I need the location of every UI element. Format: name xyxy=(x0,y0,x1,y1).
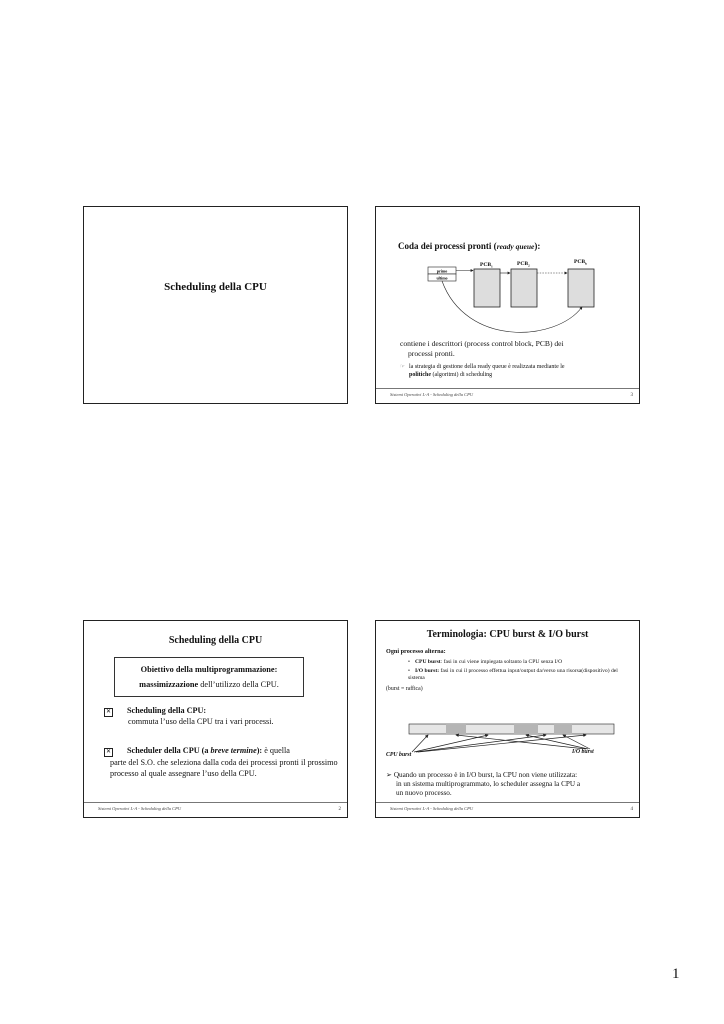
slide-subtitle: Ogni processo alterna: xyxy=(386,648,446,655)
bullet-body: parte del S.O. che seleziona dalla coda dei processi pronti il prossimo processo al quale assegnare l’uso della CPU. xyxy=(110,758,338,778)
ultimo-label: ultimo xyxy=(436,275,448,281)
primo-label: primo xyxy=(436,268,448,274)
bullet-item: • I/O burst: fasi in cui il processo effettua input/output da/verso una risorsa(dispositivo) del sistema xyxy=(408,668,618,681)
checkbox-x-icon: ✕ xyxy=(105,749,112,755)
io-segment xyxy=(554,724,572,734)
objective-box: Obiettivo della multiprogrammazione: massimizzazione dell’utilizzo della CPU. xyxy=(114,657,304,697)
slide-1 xyxy=(83,206,348,404)
slide-2 xyxy=(83,620,348,818)
slide-title: Scheduling della CPU xyxy=(164,281,267,293)
pcb-k-label: $PCB_k$ xyxy=(574,259,587,266)
pcb-2-box xyxy=(511,269,537,307)
pcb-2-label: $PCB_2$ xyxy=(517,261,530,268)
pcb-1-box xyxy=(474,269,500,307)
slide-title: Coda dei processi pronti (ready queue): xyxy=(398,241,541,251)
slide-number: 2 xyxy=(338,807,341,812)
arrow-bullet-icon: ➢ xyxy=(386,771,394,779)
slide-title: Scheduling della CPU xyxy=(168,635,263,646)
slide-sub-bullet: ☞ la strategia di gestione della ready queue è realizzata mediante le politiche (algoritmi) di scheduling xyxy=(400,364,565,378)
slide-footer: Sistemi Operativi L-A - Scheduling della CPU xyxy=(390,392,474,397)
bullet-item: • CPU burst: fasi in cui viene impiegata soltanto la CPU senza I/O xyxy=(408,659,563,665)
io-segment xyxy=(446,724,466,734)
slide-title: Terminologia: CPU burst & I/O burst xyxy=(426,629,589,640)
page-number: 1 xyxy=(672,966,680,982)
slide-body: contiene i descrittori (process control block, PCB) dei processi pronti. xyxy=(400,339,564,358)
slide-note: ➢ Quando un processo è in I/O burst, la CPU non viene utilizzata: in un sistema multiprogrammato, lo scheduler assegna la CPU a un nuovo processo. xyxy=(386,771,581,797)
slide-number: 3 xyxy=(630,393,633,398)
bullet-body: commuta l’uso della CPU tra i vari processi. xyxy=(128,717,274,726)
timeline-bar xyxy=(409,724,614,734)
pcb-1-label: $PCB_1$ xyxy=(480,262,493,269)
slide-number: 4 xyxy=(630,807,633,812)
pointing-hand-icon: ☞ xyxy=(400,364,405,370)
slide-footer: Sistemi Operativi L-A - Scheduling della CPU xyxy=(98,806,182,811)
slide-footer: Sistemi Operativi L-A - Scheduling della CPU xyxy=(390,806,474,811)
cpu-burst-label: CPU burst xyxy=(386,752,412,758)
checkbox-x-icon: ✕ xyxy=(105,709,112,715)
slide-4 xyxy=(375,620,640,818)
burst-note: (burst = raffica) xyxy=(386,686,423,692)
pcb-k-box xyxy=(568,269,594,307)
io-segment xyxy=(514,724,538,734)
bullet-item: ✕ Scheduling della CPU: xyxy=(105,706,207,715)
bullet-item: ✕ Scheduler della CPU (a breve termine): è quella xyxy=(105,746,290,755)
slide-3 xyxy=(375,206,640,404)
io-burst-label: I/O burst xyxy=(572,749,594,755)
